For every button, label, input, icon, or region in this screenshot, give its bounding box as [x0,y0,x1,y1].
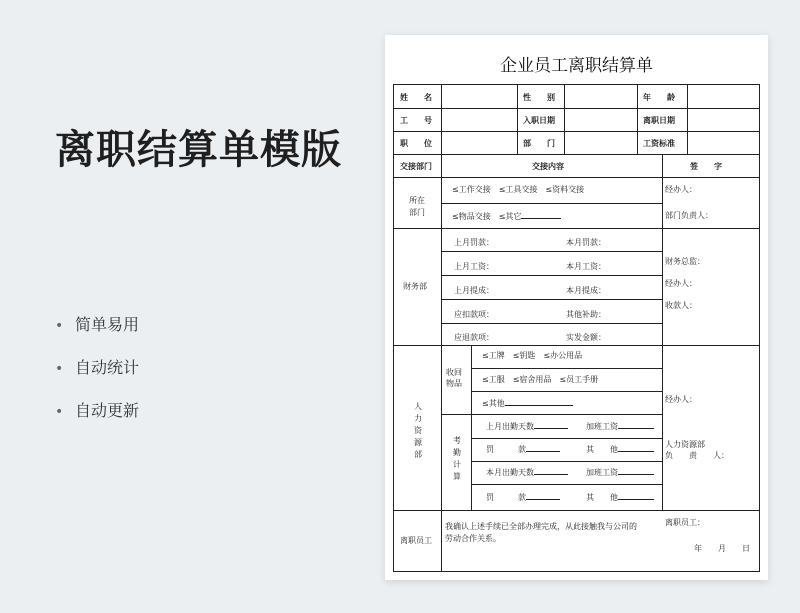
feature-list [55,312,139,441]
finance-left-3: 应扣款项： [454,310,494,319]
label-department: 部 门 [523,138,555,148]
label-age: 年 龄 [643,92,675,102]
employee-statement-1: 我确认上述手续已全部办理完成，从此接触我与公司的 [445,522,637,531]
attend-right-3: 其 他 [586,492,654,503]
finance-left-2: 上月提成： [454,286,494,295]
dept-sign-head: 部门负责人： [665,211,713,220]
hr-sign-handler: 经办人： [665,395,697,404]
head-sign: 签 字 [690,161,722,171]
finance-left-4: 应退款项： [454,333,494,342]
attend-left-2: 本月出勤天数 [486,467,568,478]
attend-left-3: 罚 款 [486,492,560,503]
finance-sign-receiver: 收款人： [665,301,697,310]
finance-sign-director: 财务总监： [665,257,705,266]
employee-sign: 离职员工： [665,518,705,527]
attend-left-1: 罚 款 [486,444,560,455]
hr-label: 人力资源部 [414,402,422,459]
hr-recover-line2: ≤工服 ≤宿舍用品 ≤员工手册 [482,375,599,384]
hr-sign-dept: 人力资源部 [665,440,705,449]
hr-sign-head: 负 责 人： [665,451,729,460]
hr-recover-line1: ≤工牌 ≤钥匙 ≤办公用品 [482,351,583,360]
dept-label: 所在部门 [409,196,425,217]
hr-recover-other: ≤其他 [482,398,573,409]
finance-left-0: 上月罚款： [454,238,494,247]
employee-date: 年 月 日 [694,544,750,553]
label-join-date: 入职日期 [523,115,555,125]
finance-right-1: 本月工资： [566,262,606,271]
promo-title: 离职结算单模版 [55,127,342,173]
employee-statement-2: 劳动合作关系。 [445,534,501,543]
label-gender: 性 别 [523,92,555,102]
form-title: 企业员工离职结算单 [500,56,653,76]
finance-right-2: 本月提成： [566,286,606,295]
hr-recover-label: 收回物品 [446,368,462,388]
label-name: 姓 名 [400,92,432,102]
feature-item: • 自动统计 [55,355,139,398]
head-content: 交接内容 [532,161,564,171]
feature-item: • 自动更新 [55,398,139,441]
attend-right-1: 其 他 [586,444,654,455]
dept-items-line1: ≤工作交接 ≤工具交接 ≤资料交接 [452,185,585,194]
attend-right-0: 加班工资 [586,421,654,432]
label-salary-standard: 工资标准 [643,138,675,148]
finance-sign-handler: 经办人： [665,279,697,288]
employee-label: 离职员工 [400,536,432,545]
attend-right-2: 加班工资 [586,467,654,478]
label-position: 职 位 [400,138,432,148]
attend-left-0: 上月出勤天数 [486,421,568,432]
label-employee-id: 工 号 [400,115,432,125]
bullet-icon: • [55,318,64,334]
finance-right-4: 实发金额： [566,333,606,342]
dept-items-line2: ≤物品交接 ≤其它 [452,211,561,222]
bullet-icon: • [55,361,64,377]
finance-right-3: 其他补助： [566,310,606,319]
dept-sign-handler: 经办人： [665,185,697,194]
finance-right-0: 本月罚款： [566,238,606,247]
head-dept: 交接部门 [400,161,432,171]
form-sheet [385,35,768,580]
finance-label: 财务部 [403,282,427,291]
settlement-table [393,84,760,572]
label-leave-date: 离职日期 [643,115,675,125]
bullet-icon: • [55,404,64,420]
feature-item: • 简单易用 [55,312,139,355]
finance-left-1: 上月工资： [454,262,494,271]
hr-attendance-label: 考勤计算 [453,436,461,481]
